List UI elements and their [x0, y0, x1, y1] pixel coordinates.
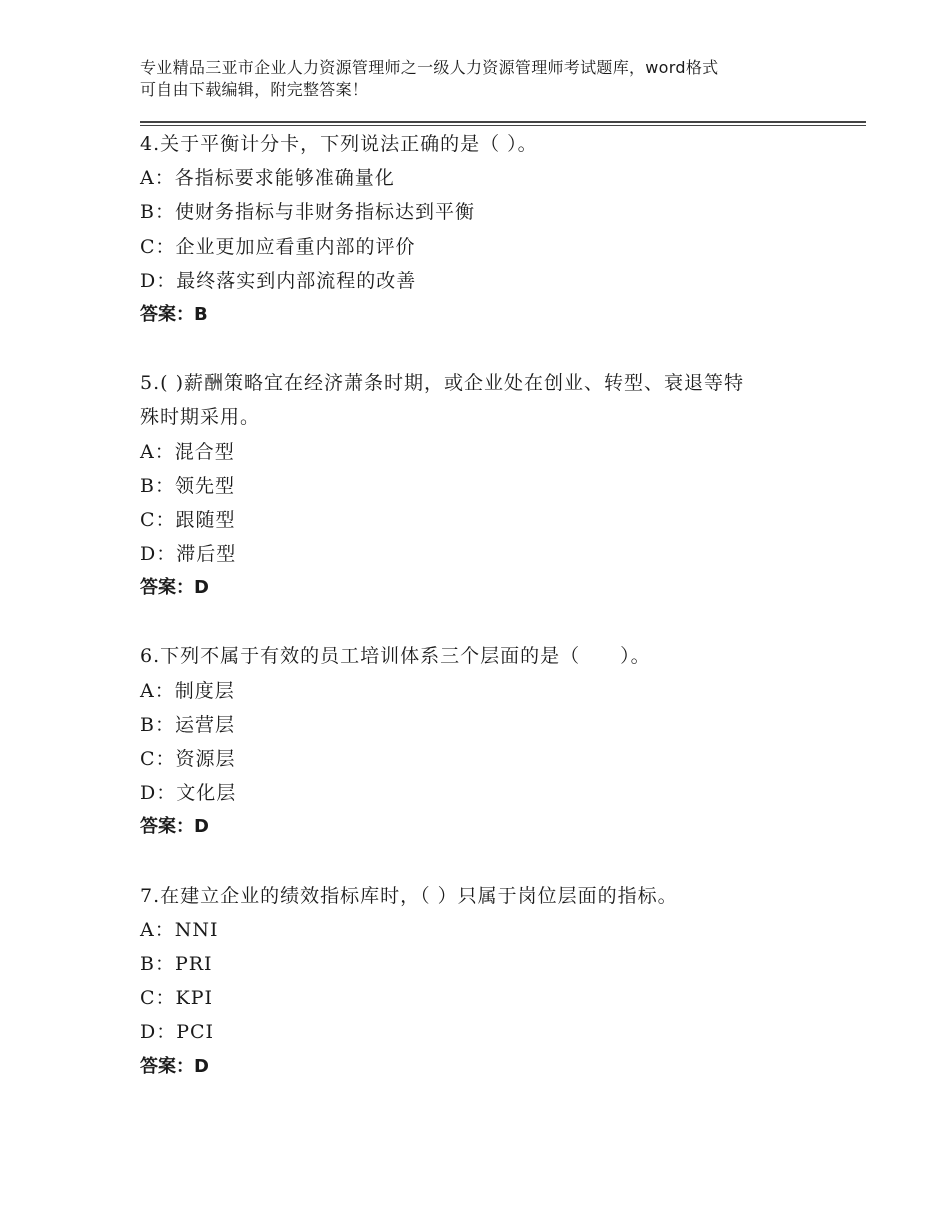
option-a: A：混合型 — [140, 440, 235, 463]
answer-label: 答案：D — [140, 577, 209, 599]
option-a: A：制度层 — [140, 679, 235, 702]
question-block — [140, 639, 840, 844]
question-block — [140, 127, 840, 332]
header-line-1: 专业精品三亚市企业人力资源管理师之一级人力资源管理师考试题库，word格式 — [140, 58, 719, 77]
header-rule-thin — [140, 125, 866, 126]
option-a: A：NNI — [140, 918, 219, 941]
document-header — [140, 57, 820, 101]
option-d: D：最终落实到内部流程的改善 — [140, 269, 417, 292]
option-c: C：KPI — [140, 987, 214, 1010]
question-stem: 4.关于平衡计分卡，下列说法正确的是（ ）。 — [140, 133, 538, 155]
option-d: D：滞后型 — [140, 543, 237, 566]
option-c: C：跟随型 — [140, 508, 236, 531]
option-a: A：各指标要求能够准确量化 — [140, 167, 395, 190]
option-b: B：PRI — [140, 952, 213, 975]
option-b: B：运营层 — [140, 713, 235, 736]
answer-label: 答案：D — [140, 1055, 209, 1077]
question-list — [140, 127, 840, 1084]
question-stem: 5.( )薪酬策略宜在经济萧条时期，或企业处在创业、转型、衰退等特 — [140, 372, 744, 395]
header-rule — [140, 121, 866, 123]
option-c: C：资源层 — [140, 748, 236, 770]
header-line-2: 可自由下载编辑，附完整答案！ — [140, 80, 369, 99]
question-stem-continued: 殊时期采用。 — [140, 406, 261, 429]
option-c: C：企业更加应看重内部的评价 — [140, 235, 416, 258]
answer-label: 答案：B — [140, 303, 208, 325]
option-d: D：PCI — [140, 1021, 215, 1044]
option-d: D：文化层 — [140, 782, 237, 805]
question-stem: 7.在建立企业的绩效指标库时，（ ）只属于岗位层面的指标。 — [140, 884, 678, 907]
question-stem: 6.下列不属于有效的员工培训体系三个层面的是（ ）。 — [140, 645, 651, 668]
answer-label: 答案：D — [140, 816, 209, 838]
question-block — [140, 879, 840, 1084]
option-b: B：领先型 — [140, 474, 235, 497]
option-b: B：使财务指标与非财务指标达到平衡 — [140, 201, 475, 224]
question-block — [140, 366, 840, 605]
